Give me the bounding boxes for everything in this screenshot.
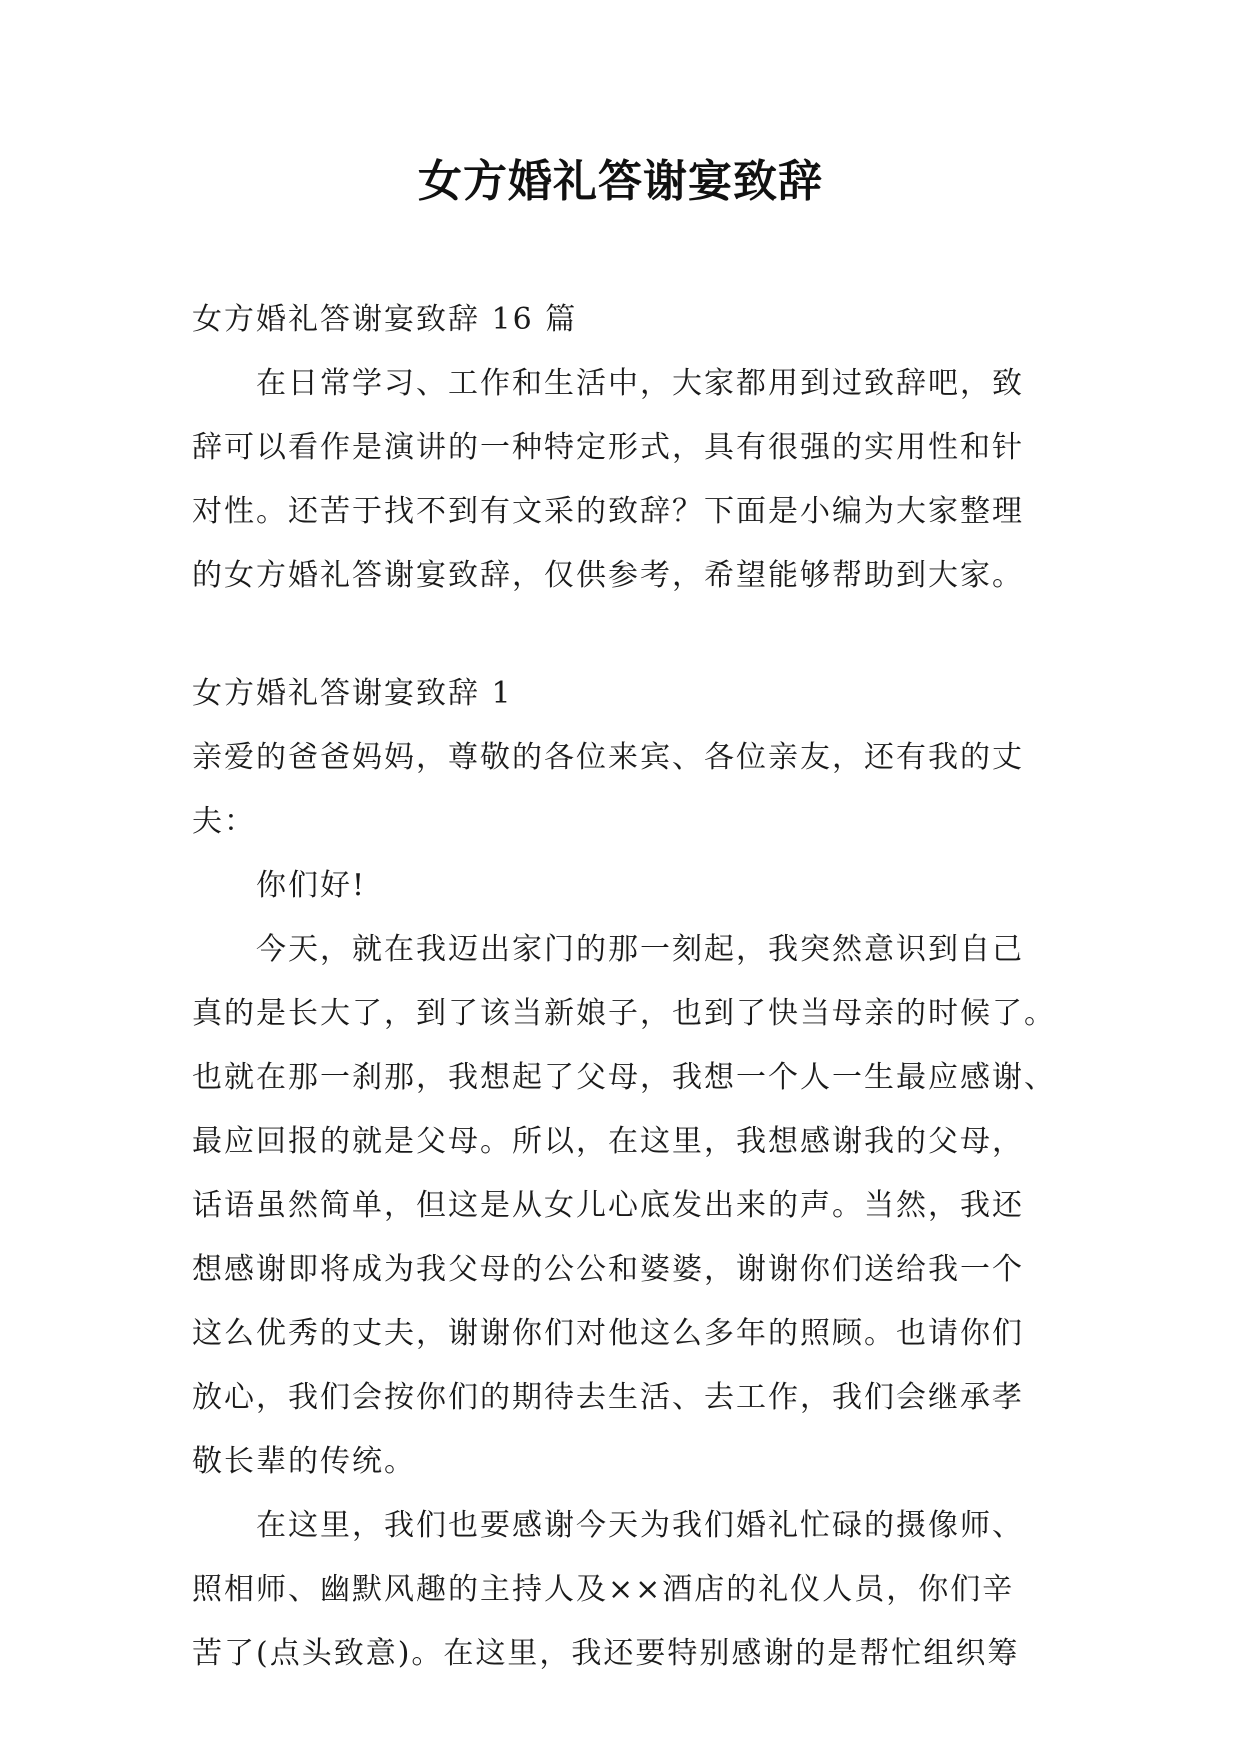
intro-line: 对性。还苦于找不到有文采的致辞？下面是小编为大家整理 <box>192 494 1024 529</box>
section-spacer <box>192 608 1062 662</box>
paragraph-line: 真的是长大了，到了该当新娘子，也到了快当母亲的时候了。 <box>192 996 1056 1031</box>
greeting: 你们好! <box>256 868 367 903</box>
document-title: 女方婚礼答谢宴致辞 <box>418 156 823 207</box>
salutation <box>192 726 1062 854</box>
body-paragraph-1 <box>192 918 1062 1494</box>
paragraph-line: 在这里，我们也要感谢今天为我们婚礼忙碌的摄像师、 <box>256 1508 1024 1543</box>
paragraph-line: 照相师、幽默风趣的主持人及××酒店的礼仪人员，你们辛 <box>192 1572 1015 1607</box>
salutation-line: 夫： <box>192 804 256 839</box>
paragraph-line: 这么优秀的丈夫，谢谢你们对他这么多年的照顾。也请你们 <box>192 1316 1024 1351</box>
paragraph-line: 今天，就在我迈出家门的那一刻起，我突然意识到自己 <box>256 932 1024 967</box>
section-heading: 女方婚礼答谢宴致辞 1 <box>192 676 513 711</box>
intro-line: 的女方婚礼答谢宴致辞，仅供参考，希望能够帮助到大家。 <box>192 558 1024 593</box>
paragraph-line: 想感谢即将成为我父母的公公和婆婆，谢谢你们送给我一个 <box>192 1252 1024 1287</box>
paragraph-line: 话语虽然简单，但这是从女儿心底发出来的声。当然，我还 <box>192 1188 1024 1223</box>
paragraph-line: 苦了(点头致意)。在这里，我还要特别感谢的是帮忙组织筹 <box>192 1636 1020 1671</box>
paragraph-line: 也就在那一刹那，我想起了父母，我想一个人一生最应感谢、 <box>192 1060 1056 1095</box>
document-subtitle: 女方婚礼答谢宴致辞 16 篇 <box>192 302 578 337</box>
intro-line: 辞可以看作是演讲的一种特定形式，具有很强的实用性和针 <box>192 430 1024 465</box>
body-paragraph-2 <box>192 1494 1062 1686</box>
paragraph-line: 放心，我们会按你们的期待去生活、去工作，我们会继承孝 <box>192 1380 1024 1415</box>
paragraph-line: 最应回报的就是父母。所以，在这里，我想感谢我的父母， <box>192 1124 1024 1159</box>
document-body <box>192 288 1062 1686</box>
salutation-line: 亲爱的爸爸妈妈，尊敬的各位来宾、各位亲友，还有我的丈 <box>192 740 1024 775</box>
intro-line: 在日常学习、工作和生活中，大家都用到过致辞吧，致 <box>256 366 1024 401</box>
paragraph-line: 敬长辈的传统。 <box>192 1444 416 1479</box>
intro-paragraph <box>192 352 1062 608</box>
